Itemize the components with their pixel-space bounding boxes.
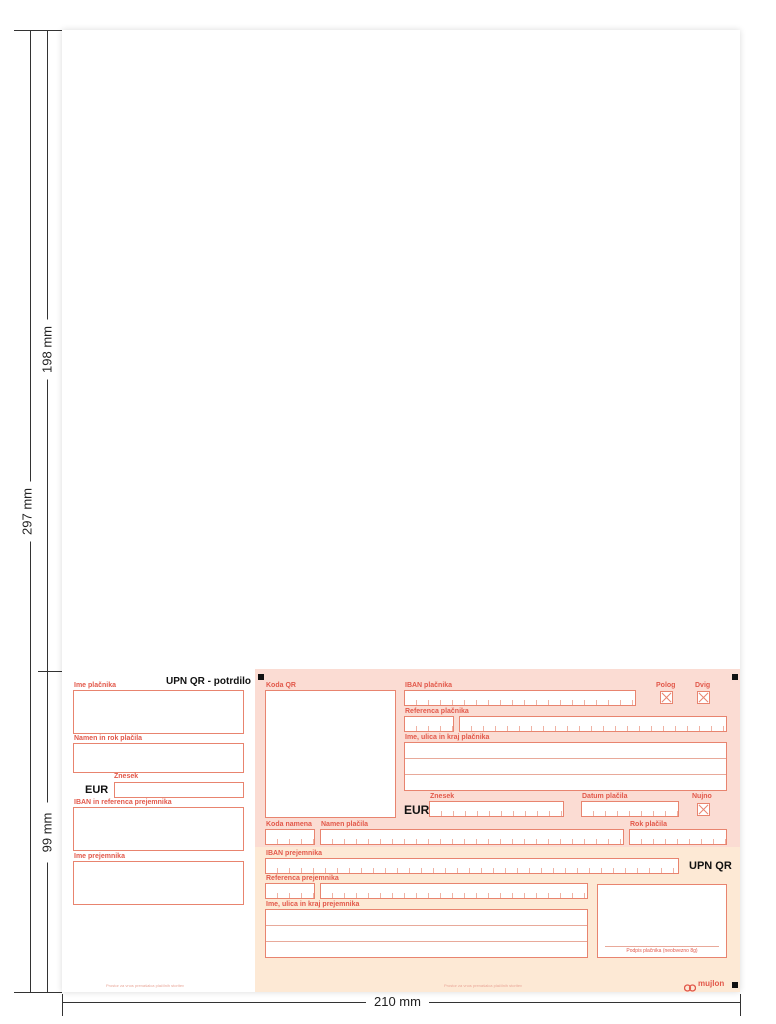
receipt-title: UPN QR - potrdilo <box>166 676 251 687</box>
dim-width-label: 210 mm <box>366 994 429 1009</box>
payer-iban-field[interactable] <box>404 690 636 706</box>
receipt-iban-ref-field[interactable] <box>73 807 244 851</box>
recipient-iban-field[interactable] <box>265 858 679 874</box>
recipient-ref-label: Referenca prejemnika <box>266 875 339 882</box>
withdrawal-label: Dvig <box>695 682 711 689</box>
signature-line <box>605 946 719 947</box>
receipt-footer-note: Prostor za vnos prenašalca plačilnih storitev <box>106 983 185 988</box>
deposit-label: Polog <box>656 682 676 689</box>
registration-mark-top-right <box>732 674 738 680</box>
receipt-purpose-field[interactable] <box>73 743 244 773</box>
registration-mark-top-left <box>258 674 264 680</box>
recipient-address-label: Ime, ulica in kraj prejemnika <box>266 901 360 908</box>
amount-field[interactable] <box>429 801 564 817</box>
due-date-label: Rok plačila <box>630 821 667 828</box>
dim-width-tick-right <box>740 994 741 1016</box>
dim-total-tick-bottom <box>14 992 62 993</box>
deposit-checkbox[interactable] <box>660 691 673 704</box>
dim-total-tick-top <box>14 30 62 31</box>
receipt-amount-label: Znesek <box>114 773 139 780</box>
brand-logo <box>684 977 724 989</box>
recipient-address-line-1 <box>266 925 587 926</box>
payer-address-label: Ime, ulica in kraj plačnika <box>405 734 490 741</box>
receipt-recipient-name-field[interactable] <box>73 861 244 905</box>
purpose-label: Namen plačila <box>321 821 369 828</box>
dim-total-label: 297 mm <box>18 482 37 542</box>
receipt-currency: EUR <box>85 784 109 796</box>
dim-width-tick-left <box>62 994 63 1016</box>
withdrawal-checkbox[interactable] <box>697 691 710 704</box>
brand-mark-icon <box>684 979 696 987</box>
payer-address-line-1 <box>405 758 726 759</box>
amount-label: Znesek <box>430 793 455 800</box>
payer-address-field[interactable] <box>404 742 727 791</box>
qr-code-field <box>265 690 396 818</box>
receipt-payer-name-label: Ime plačnika <box>74 682 117 689</box>
registration-mark-bottom-right <box>732 982 738 988</box>
recipient-iban-label: IBAN prejemnika <box>266 850 323 857</box>
recipient-address-field[interactable] <box>265 909 588 958</box>
receipt-payer-name-field[interactable] <box>73 690 244 734</box>
payer-iban-label: IBAN plačnika <box>405 682 453 689</box>
dim-split-tick <box>38 671 62 672</box>
purpose-code-field[interactable] <box>265 829 315 845</box>
qr-label: Koda QR <box>266 682 296 689</box>
urgent-checkbox[interactable] <box>697 803 710 816</box>
purpose-code-label: Koda namena <box>266 821 312 828</box>
receipt-iban-ref-label: IBAN in referenca prejemnika <box>74 799 172 806</box>
payer-ref-number-field[interactable] <box>459 716 727 732</box>
due-date-field[interactable] <box>629 829 727 845</box>
payment-date-field[interactable] <box>581 801 679 817</box>
urgent-label: Nujno <box>692 793 712 800</box>
payer-address-line-2 <box>405 774 726 775</box>
receipt-recipient-name-label: Ime prejemnika <box>74 853 125 860</box>
receipt-purpose-label: Namen in rok plačila <box>74 735 143 742</box>
dim-upper-label: 198 mm <box>38 320 57 380</box>
payer-ref-model-field[interactable] <box>404 716 454 732</box>
date-label: Datum plačila <box>582 793 628 800</box>
purpose-field[interactable] <box>320 829 624 845</box>
upn-qr-title: UPN QR <box>689 860 732 872</box>
signature-label: Podpis plačnika (neobvezno 8g) <box>626 948 698 954</box>
recipient-ref-model-field[interactable] <box>265 883 315 899</box>
recipient-ref-number-field[interactable] <box>320 883 588 899</box>
payer-ref-label: Referenca plačnika <box>405 708 469 715</box>
order-footer-note: Prostor za vnos prenašalca plačilnih storitev <box>444 983 523 988</box>
recipient-address-line-2 <box>266 941 587 942</box>
receipt-amount-field[interactable] <box>114 782 244 798</box>
brand-name: mujlon <box>698 978 725 988</box>
amount-currency: EUR <box>404 803 430 817</box>
dim-lower-label: 99 mm <box>38 803 57 863</box>
